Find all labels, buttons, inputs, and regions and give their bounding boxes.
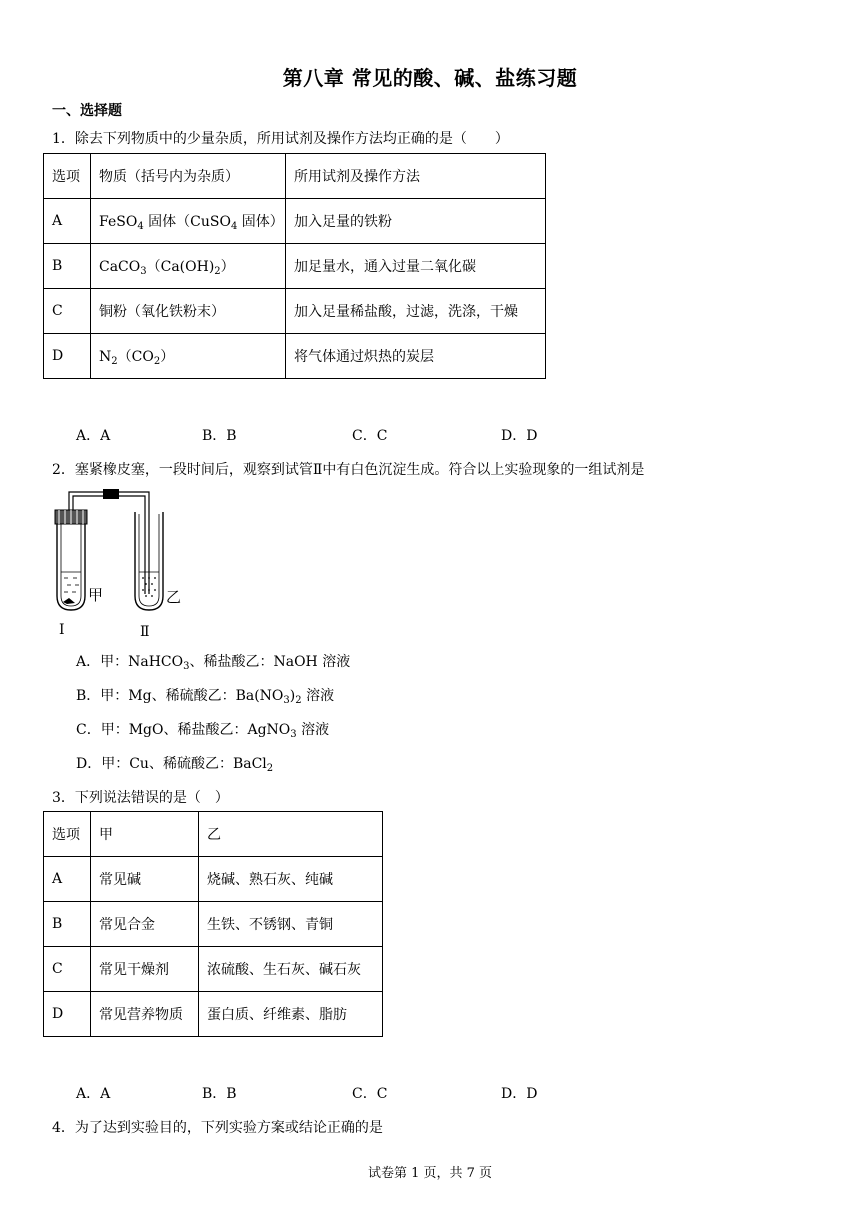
label-tube-1: Ⅰ (59, 622, 65, 638)
table-row (44, 244, 546, 289)
table-row (44, 334, 546, 379)
table-row (44, 992, 383, 1037)
table-cell-substance: $N_2(CO_2)$ (91, 334, 286, 379)
table-cell: 加足量水，通入过量二氧化碳 (286, 244, 546, 289)
choice-a[interactable]: A．A (76, 1086, 111, 1102)
solid-reagent (63, 598, 75, 604)
test-tube-apparatus-figure (45, 484, 195, 644)
question-2-choice-d[interactable]: D．甲：Cu、稀硫酸乙：BaCl$_2$ (76, 756, 274, 774)
table-cell: B (44, 244, 91, 289)
liquid-marks-1 (64, 578, 79, 592)
table-header-cell: 物质（括号内为杂质） (91, 154, 286, 199)
table-header-row (44, 154, 546, 199)
table-cell: 蛋白质、纤维素、脂肪 (199, 992, 383, 1037)
table-cell: A (44, 199, 91, 244)
table-cell: 生铁、不锈钢、青铜 (199, 902, 383, 947)
rubber-tube-joint (103, 489, 119, 499)
label-tube-2: Ⅱ (140, 624, 150, 640)
choice-b[interactable]: B．B (202, 428, 237, 444)
section-heading: 一、选择题 (52, 103, 122, 119)
table-row (44, 289, 546, 334)
table-cell: A (44, 857, 91, 902)
table-cell: 加入足量的铁粉 (286, 199, 546, 244)
table-cell: 将气体通过炽热的炭层 (286, 334, 546, 379)
table-row (44, 199, 546, 244)
choice-c[interactable]: C．C (352, 1086, 388, 1102)
question-3-table (43, 811, 383, 1037)
choice-c[interactable]: C．C (352, 428, 388, 444)
question-4-stem: 4．为了达到实验目的，下列实验方案或结论正确的是 (52, 1120, 383, 1136)
choice-a[interactable]: A．A (76, 428, 111, 444)
choice-d[interactable]: D．D (501, 428, 538, 444)
table-cell: 常见合金 (91, 902, 199, 947)
table-cell: 铜粉（氧化铁粉末） (91, 289, 286, 334)
table-cell: C (44, 289, 91, 334)
question-2-choice-a[interactable]: A．甲：NaHCO$_3$、稀盐酸乙：NaOH 溶液 (76, 654, 351, 672)
table-header-row (44, 812, 383, 857)
table-header-cell: 选项 (44, 154, 91, 199)
table-header-cell: 乙 (199, 812, 383, 857)
page-footer: 试卷第 1 页，共 7 页 (367, 1166, 493, 1181)
table-header-cell: 甲 (91, 812, 199, 857)
question-2-choice-c[interactable]: C．甲：MgO、稀盐酸乙：AgNO$_3$ 溶液 (76, 722, 330, 740)
table-cell: D (44, 992, 91, 1037)
choice-b[interactable]: B．B (202, 1086, 237, 1102)
table-cell: B (44, 902, 91, 947)
table-row (44, 947, 383, 992)
question-2-choice-b[interactable]: B．甲：Mg、稀硫酸乙：$Ba(NO_3)_2$ 溶液 (76, 688, 335, 706)
table-cell: 浓硫酸、生石灰、碱石灰 (199, 947, 383, 992)
table-cell: 加入足量稀盐酸，过滤，洗涤，干燥 (286, 289, 546, 334)
table-cell: 常见干燥剂 (91, 947, 199, 992)
table-header-cell: 选项 (44, 812, 91, 857)
label-yi: 乙 (166, 588, 182, 606)
table-cell: C (44, 947, 91, 992)
question-3-stem: 3．下列说法错误的是（ ） (52, 790, 229, 806)
table-cell-substance: $CaCO_3(Ca(OH)_2)$ (91, 244, 286, 289)
table-row (44, 902, 383, 947)
page-title: 第八章 常见的酸、碱、盐练习题 (282, 66, 578, 90)
table-cell-substance: FeSO$_4$ 固体（CuSO$_4$ 固体） (91, 199, 286, 244)
table-row (44, 857, 383, 902)
table-cell: 烧碱、熟石灰、纯碱 (199, 857, 383, 902)
question-3-choices (76, 1083, 636, 1103)
question-1-choices (76, 425, 636, 445)
choice-d[interactable]: D．D (501, 1086, 538, 1102)
table-cell: D (44, 334, 91, 379)
question-1-stem: 1．除去下列物质中的少量杂质，所用试剂及操作方法均正确的是（ ） (52, 131, 509, 147)
label-jia: 甲 (88, 586, 104, 604)
question-1-table (43, 153, 546, 379)
question-2-stem: 2．塞紧橡皮塞，一段时间后，观察到试管Ⅱ中有白色沉淀生成。符合以上实验现象的一组试剂是 (52, 462, 645, 478)
table-header-cell: 所用试剂及操作方法 (286, 154, 546, 199)
table-cell: 常见营养物质 (91, 992, 199, 1037)
table-cell: 常见碱 (91, 857, 199, 902)
